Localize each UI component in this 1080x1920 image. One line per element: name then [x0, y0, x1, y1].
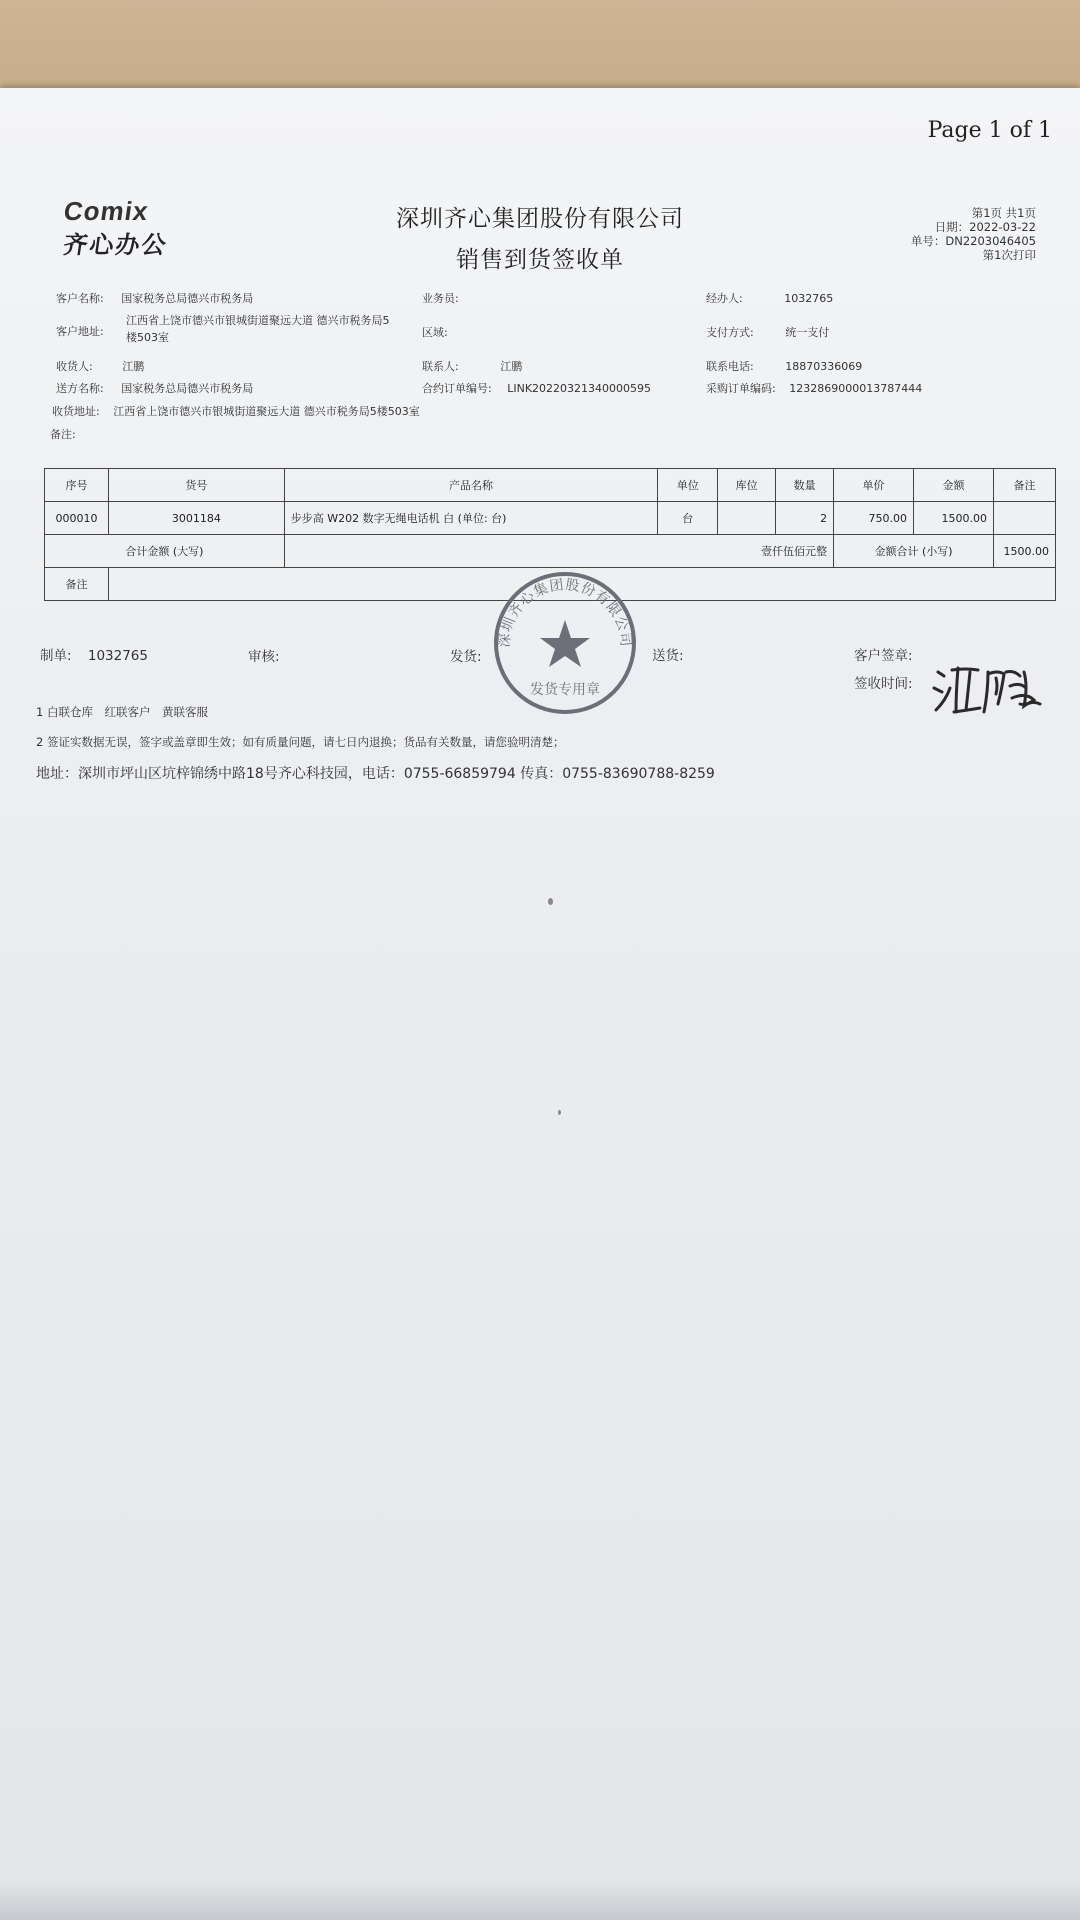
ship-to-field [56, 380, 253, 396]
phone-field [706, 358, 862, 374]
header-qty: 数量 [776, 469, 834, 502]
document-meta [911, 206, 1036, 262]
salesperson-field [422, 290, 459, 306]
table-row [45, 502, 1056, 535]
cell-code: 3001184 [108, 502, 284, 535]
document-date: 日期：2022-03-22 [934, 220, 1036, 234]
region-field [422, 324, 448, 340]
consignee-label: 收货人: [56, 360, 93, 373]
remark-field [50, 426, 76, 442]
contact-label: 联系人: [422, 360, 459, 373]
po-no-value: 1232869000013787444 [789, 382, 923, 395]
ship-to-label: 送方名称: [56, 382, 104, 395]
consignee-field [56, 358, 144, 374]
customer-name-value: 国家税务总局德兴市税务局 [121, 292, 254, 305]
header-location: 库位 [718, 469, 776, 502]
maker-field [40, 644, 148, 664]
note-line-1: 1 白联仓库 红联客户 黄联客服 [36, 705, 208, 719]
logo-en: Comix [61, 196, 151, 226]
header-name: 产品名称 [284, 469, 657, 502]
contact-value: 江鹏 [500, 360, 523, 373]
cell-remark [993, 502, 1055, 535]
cell-qty: 2 [776, 502, 834, 535]
phone-value: 18870336069 [785, 360, 863, 373]
header-remark: 备注 [993, 469, 1055, 502]
po-no-field [706, 380, 922, 396]
total-lower-value: 1500.00 [993, 535, 1055, 568]
delivery-address-label: 收货地址: [52, 405, 100, 418]
header-price: 单价 [834, 469, 914, 502]
document-number: 单号：DN2203046405 [910, 234, 1036, 248]
deliver-label: 送货: [652, 648, 684, 664]
total-upper-value: 壹仟伍佰元整 [284, 535, 833, 568]
handler-label: 经办人: [706, 292, 743, 305]
cell-location [718, 502, 776, 535]
ship-to-value: 国家税务总局德兴市税务局 [121, 382, 254, 395]
consignee-value: 江鹏 [122, 360, 145, 373]
handler-field [706, 290, 833, 306]
paper-speck [558, 1110, 561, 1115]
customer-address-line2: 楼503室 [126, 331, 169, 344]
table-remark-label: 备注 [45, 568, 109, 601]
customer-address-line1: 江西省上饶市德兴市银城街道聚远大道 德兴市税务局5 [126, 314, 390, 327]
header-unit: 单位 [658, 469, 718, 502]
table-header-row [45, 469, 1056, 502]
handler-value: 1032765 [784, 292, 834, 305]
maker-label: 制单: [40, 648, 72, 664]
contract-no-label: 合约订单编号: [422, 382, 492, 395]
payment-label: 支付方式: [706, 326, 754, 339]
customer-handwritten-signature [930, 658, 1050, 722]
print-count: 第1次打印 [982, 248, 1036, 262]
contract-no-field [422, 380, 651, 396]
ship-label: 发货: [450, 649, 482, 665]
customer-address-value [126, 312, 390, 346]
document-title: 销售到货签收单 [456, 247, 624, 273]
stamp-ring-text: 深圳齐心集团股份有限公司 [496, 577, 634, 649]
total-upper-label: 合计金额 (大写) [45, 535, 285, 568]
header-seq: 序号 [45, 469, 109, 502]
maker-value: 1032765 [87, 648, 148, 664]
paper-speck [548, 898, 553, 905]
payment-value: 统一支付 [785, 326, 830, 339]
bottom-shadow [0, 1880, 1080, 1920]
cell-price: 750.00 [834, 502, 914, 535]
customer-address-label: 客户地址: [56, 325, 104, 338]
remark-label: 备注: [50, 428, 76, 441]
contract-no-value: LINK20220321340000595 [507, 382, 652, 395]
salesperson-label: 业务员: [422, 292, 459, 305]
page-info: 第1页 共1页 [971, 206, 1036, 220]
note-line-2: 2 签证实数据无误，签字或盖章即生效；如有质量问题，请七日内退换；货品有关数量，请您验明清楚； [36, 735, 565, 749]
total-row [45, 535, 1056, 568]
payment-field [706, 324, 829, 340]
stamp-bottom-text: 发货专用章 [530, 682, 600, 698]
receipt-paper [0, 88, 1080, 1920]
total-lower-label: 金额合计 (小写) [834, 535, 994, 568]
logo-cn: 齐心办公 [61, 231, 170, 259]
receive-time-label: 签收时间: [854, 676, 913, 692]
company-name: 深圳齐心集团股份有限公司 [396, 206, 684, 232]
phone-label: 联系电话: [706, 360, 754, 373]
delivery-address-value: 江西省上饶市德兴市银城街道聚远大道 德兴市税务局5楼503室 [113, 405, 420, 418]
header-amount: 金额 [914, 469, 994, 502]
review-label: 审核: [248, 649, 280, 665]
customer-name-field [56, 290, 253, 306]
header-code: 货号 [108, 469, 284, 502]
cell-name: 步步高 W202 数字无绳电话机 白 (单位: 台) [284, 502, 657, 535]
contact-field [422, 358, 522, 374]
cell-amount: 1500.00 [914, 502, 994, 535]
footer-address: 地址：深圳市坪山区坑梓锦绣中路18号齐心科技园，电话：0755-66859794 传真：0755-83690788-8259 [36, 766, 715, 782]
region-label: 区域: [422, 326, 448, 339]
cell-seq: 000010 [45, 502, 109, 535]
page-indicator: Page 1 of 1 [927, 118, 1052, 143]
delivery-address-field [52, 403, 420, 419]
customer-sign-label: 客户签章: [854, 648, 913, 664]
po-no-label: 采购订单编码: [706, 382, 776, 395]
customer-name-label: 客户名称: [56, 292, 104, 305]
company-seal-stamp [490, 568, 640, 718]
cell-unit: 台 [658, 502, 718, 535]
